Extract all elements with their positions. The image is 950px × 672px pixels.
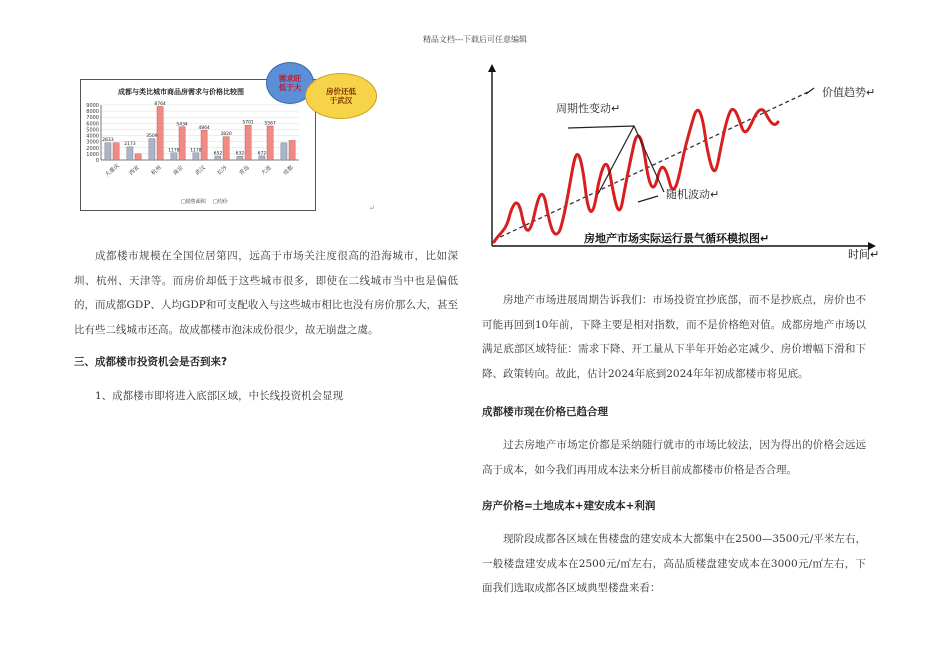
category-label: 青岛 [238,164,251,177]
data-label-sales: 2833 [102,138,114,144]
data-label-sales: 1178 [168,148,180,154]
legend-price: □均价 [213,199,228,205]
data-label-sales: 632 [235,151,245,157]
data-label-price: 8764 [154,101,166,107]
value-trend-line [494,92,808,240]
bar-sales [281,143,287,160]
category-label: 杭州 [150,164,163,177]
label-random: 随机波动↵ [666,188,720,201]
category-label: 南京 [172,164,185,177]
y-tick-label: 1000 [86,151,99,158]
data-label-price: 5434 [176,122,188,128]
data-label-sales: 1178 [190,148,202,154]
y-tick-label: 3000 [86,139,99,146]
y-tick-label: 4000 [86,133,99,140]
category-label: 成都 [282,164,295,177]
paragraph-mark: ↵ [369,204,375,212]
data-label-sales: 652 [213,151,223,157]
chart-title: 成都与类比城市商品房需求与价格比较图 [118,87,244,96]
y-tick-label: 7000 [86,115,99,122]
callout-bubble-price [305,73,377,119]
bar-sales [149,139,155,160]
label-trend: 价值趋势↵ [822,86,876,99]
bar-sales [171,153,177,160]
category-label: 大重庆 [104,163,121,179]
bar-price [245,125,251,160]
bar-price [201,130,207,160]
y-tick-label: 6000 [86,121,99,128]
cycle-title: 房地产市场实际运行景气循环模拟图↵ [584,232,770,245]
section3-title: 三、成都楼市投资机会是否到来? [74,356,228,368]
right-paragraph-2: 过去房地产市场定价都是采纳随行就市的市场比较法，因为得出的价格会远远高于成本，如今我们再用成本法来分析目前成都楼市价格是否合理。 [482,439,866,476]
bar-sales [127,147,133,160]
y-axis-arrow-icon [488,64,496,72]
bar-sales [215,156,221,160]
right-paragraph-3: 现阶段成都各区域在售楼盘的建安成本大都集中在2500—3500元/平米左右，一般楼盘建安成本在2500元/㎡左右，高品质楼盘建安成本在3000元/㎡左右，下面我们选取成都各区域典型楼盘来看： [482,533,866,594]
callout-text-demand: 需求旺 低于大 [278,74,302,92]
data-label-price: 3820 [220,132,232,138]
heading-price-reasonable: 成都楼市现在价格已趋合理 [482,406,608,418]
bar-price [267,126,273,160]
cycle-pointer-line-2 [598,126,634,194]
bar-sales [193,153,199,160]
category-label: 西安 [128,164,141,177]
heading-price-formula: 房产价格=土地成本+建安成本+利润 [482,500,656,512]
x-axis-label: 时间↵ [848,248,880,260]
category-label: 长沙 [216,164,229,177]
bar-price [179,127,185,160]
bar-price [289,140,295,160]
y-tick-label: 2000 [86,145,99,152]
category-label: 大连 [260,164,273,177]
data-label-sales: 2173 [124,142,136,148]
data-label-price: 5567 [264,121,276,127]
bar-price [135,154,141,160]
bar-sales [237,156,243,160]
random-pointer-line [638,196,658,202]
y-tick-label: 8000 [86,109,99,116]
legend-sales: □销售面积 [181,199,206,205]
left-paragraph: 成都楼市规模在全国位居第四，远高于市场关注度很高的沿海城市，比如深圳、杭州、天津等。而房价却低于这些城市很多，即使在二线城市当中也是偏低的，而成都GDP、人均GDP和可支配收入与这些城市相比也没有房价那么大，甚至比有些二线城市还高。故成都楼市泡沫成份很少，故无崩盘之虞。 [74,250,458,336]
trend-pointer-line [806,88,814,94]
page-header: 精品文档---下载后可任意编辑 [422,35,528,44]
label-cycle: 周期性变动↵ [556,102,621,115]
y-tick-label: 9000 [86,103,99,109]
cycle-diagram [488,64,880,260]
data-label-price: 4864 [198,125,210,131]
callout-text-price: 房价还低 于武汉 [326,87,356,105]
data-label-sales: 672 [257,151,267,157]
right-paragraph-1: 房地产市场进展周期告诉我们：市场投资宜抄底部，而不是抄底点，房价也不可能再回到10年前，下降主要是相对指数，而不是价格绝对值。成都房地产市场以满足底部区域特征：需求下降、开工量从下半年开始必定减少、房价增幅下滑和下降、政策转向。故此，估计2024年底到2024年年初成都楼市将见底。 [482,294,866,380]
bar-sales [259,156,265,160]
data-label-price: 5701 [242,120,254,126]
data-label-sales: 3509 [146,134,158,140]
section3-subtitle: 1、成都楼市即将进入底部区域，中长线投资机会显现 [95,390,344,402]
bar-price [157,106,163,160]
category-label: 武汉 [194,164,207,177]
bar-price [223,137,229,160]
bar-sales [105,143,111,160]
y-tick-label: 5000 [86,127,99,134]
y-tick-label: 0 [95,158,99,164]
bar-price [113,143,119,160]
